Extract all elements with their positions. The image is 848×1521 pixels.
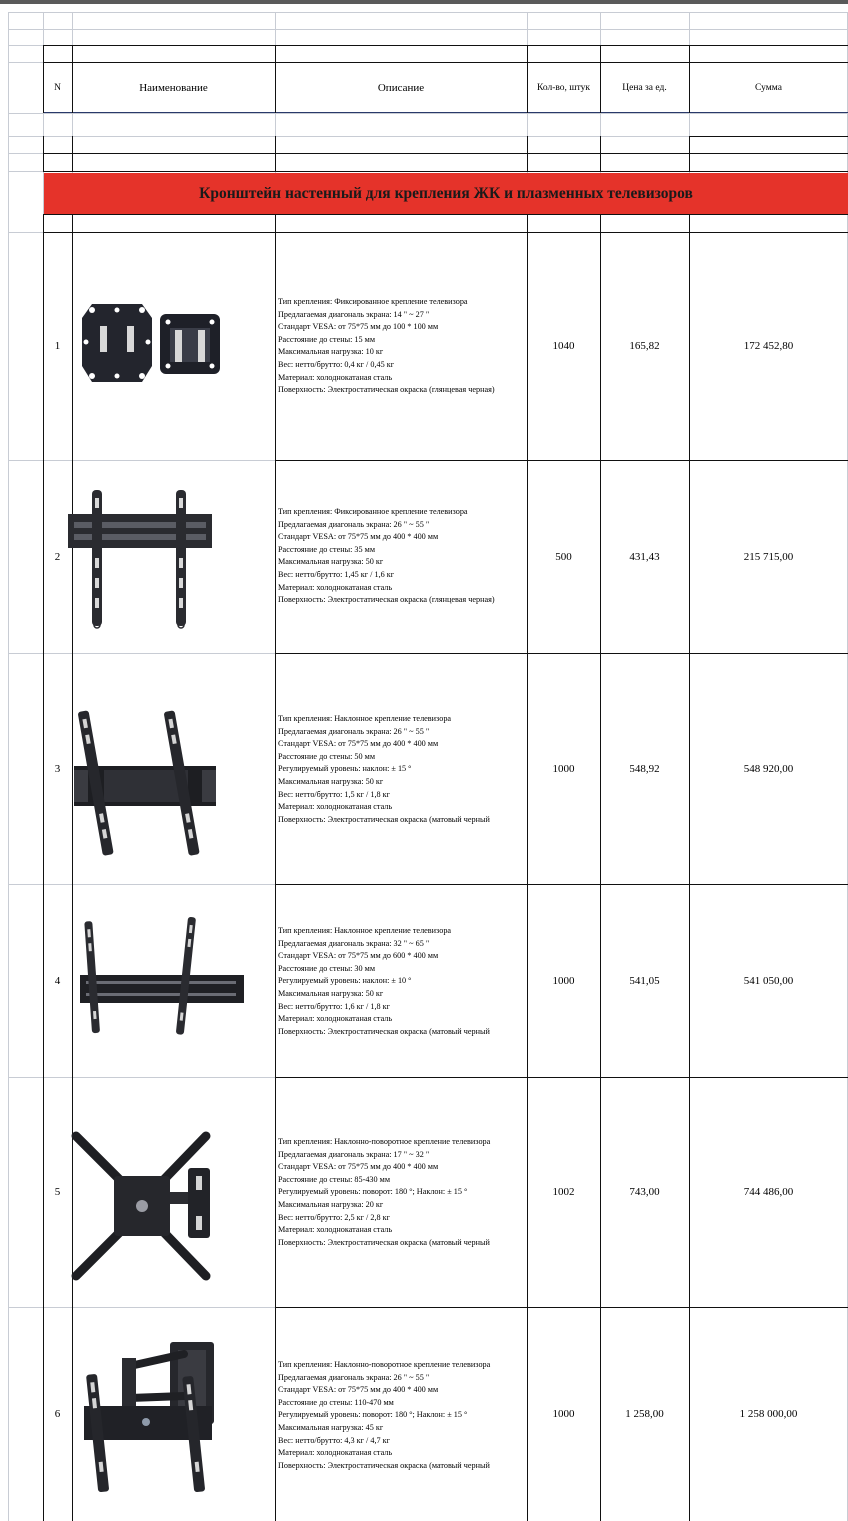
header-name: Наименование <box>139 81 208 94</box>
row-number: 6 <box>54 1408 61 1420</box>
grid-line <box>8 29 848 30</box>
table-border <box>527 214 528 233</box>
row-price: 548,92 <box>629 762 660 775</box>
row-sum: 548 920,00 <box>743 762 794 775</box>
table-border <box>43 214 44 233</box>
row-sum: 215 715,00 <box>743 550 794 563</box>
row-number: 3 <box>54 762 61 775</box>
table-border <box>43 171 848 172</box>
table-border <box>43 45 848 46</box>
swivel-arm-bracket-icon <box>74 1336 222 1496</box>
row-price: 743,00 <box>629 1186 660 1198</box>
row-price: 541,05 <box>629 974 660 987</box>
section-banner-title: Кронштейн настенный для крепления ЖК и плазменных телевизоров <box>199 184 693 202</box>
header-unit-price: Цена за ед. <box>622 82 667 93</box>
section-banner <box>44 173 848 214</box>
table-border <box>689 136 848 137</box>
tilt-bracket-wide-icon <box>78 915 248 1037</box>
table-border <box>72 214 73 233</box>
fixed-bracket-large-icon <box>66 488 214 630</box>
header-n: N <box>54 82 61 93</box>
grid-line <box>8 12 848 13</box>
row-qty: 1000 <box>552 762 575 775</box>
header-qty: Кол-во, штук <box>536 82 591 93</box>
grid-line <box>8 12 9 1521</box>
row-description: Тип крепления: Фиксированное крепление телевизора Предлагаемая диагональ экрана: 26 " ~ 55 " Стандарт VESA: от 75*75 мм до 400 * 400 мм Расстояние до стены: 35 мм Максимальная нагрузка: 50 кг Вес: нетто/брутто: 1,45 кг / 1,6 кг Материал: холоднокатаная сталь Поверхность: Электростатическая окраска (глянцевая черная) <box>278 507 495 605</box>
swivel-bracket-icon <box>70 1130 218 1282</box>
table-border <box>689 136 690 172</box>
table-border <box>275 232 276 1521</box>
row-description: Тип крепления: Наклонно-поворотное крепление телевизора Предлагаемая диагональ экрана: 26 " ~ 55 " Стандарт VESA: от 75*75 мм до 400 * 400 мм Расстояние до стены: 110-470 мм Регулируемый уровень: поворот: 180 °; Наклон: ± 15 ° Максимальная нагрузка: 45 кг Вес: нетто/брутто: 4,3 кг / 4,7 кг Материал: холоднокатаная сталь Поверхность: Электростатическая окраска (матовый черный <box>278 1360 491 1470</box>
header-sum: Сумма <box>755 82 782 93</box>
tilt-bracket-icon <box>70 706 220 858</box>
header-description: Описание <box>377 81 425 94</box>
table-border <box>72 232 73 1521</box>
table-border <box>275 136 276 172</box>
row-number: 4 <box>54 974 61 987</box>
row-number: 5 <box>54 1186 61 1198</box>
table-border <box>689 214 690 233</box>
row-qty: 1002 <box>552 1186 575 1198</box>
row-sum: 1 258 000,00 <box>739 1408 798 1420</box>
table-border <box>43 136 44 172</box>
table-border <box>43 214 848 215</box>
row-price: 1 258,00 <box>625 1408 664 1420</box>
row-sum: 744 486,00 <box>743 1186 794 1198</box>
table-border <box>600 214 601 233</box>
row-number: 2 <box>54 550 61 563</box>
table-border <box>600 136 601 172</box>
table-border <box>43 153 848 154</box>
row-qty: 1000 <box>552 1408 575 1420</box>
row-sum: 541 050,00 <box>743 974 794 987</box>
row-description: Тип крепления: Наклонно-поворотное крепление телевизора Предлагаемая диагональ экрана: 17 " ~ 32 " Стандарт VESA: от 75*75 мм до 400 * 400 мм Расстояние до стены: 85-430 мм Регулируемый уровень: поворот: 180 °; Наклон: ± 15 ° Максимальная нагрузка: 20 кг Вес: нетто/брутто: 2,5 кг / 2,8 кг Материал: холоднокатаная сталь Поверхность: Электростатическая окраска (матовый черный <box>278 1137 491 1247</box>
row-price: 165,82 <box>629 340 660 352</box>
top-toolbar-strip <box>0 0 848 4</box>
row-sum: 172 452,80 <box>743 340 794 352</box>
row-description: Тип крепления: Наклонное крепление телевизора Предлагаемая диагональ экрана: 32 " ~ 65 " Стандарт VESA: от 75*75 мм до 600 * 400 мм Расстояние до стены: 30 мм Регулируемый уровень: наклон: ± 10 ° Максимальная нагрузка: 50 кг Вес: нетто/брутто: 1,6 кг / 1,8 кг Материал: холоднокатаная сталь Поверхность: Электростатическая окраска (матовый черный <box>278 926 490 1036</box>
row-price: 431,43 <box>629 550 660 563</box>
row-qty: 500 <box>555 550 572 563</box>
table-border <box>527 136 528 172</box>
fixed-bracket-small-icon <box>78 296 223 391</box>
table-border <box>72 136 73 172</box>
row-description: Тип крепления: Наклонное крепление телевизора Предлагаемая диагональ экрана: 26 " ~ 55 " Стандарт VESA: от 75*75 мм до 400 * 400 мм Расстояние до стены: 50 мм Регулируемый уровень: наклон: ± 15 ° Максимальная нагрузка: 50 кг Вес: нетто/брутто: 1,5 кг / 1,8 кг Материал: холоднокатаная сталь Поверхность: Электростатическая окраска (матовый черный <box>278 714 490 824</box>
table-border <box>275 214 276 233</box>
row-qty: 1040 <box>552 340 575 352</box>
row-qty: 1000 <box>552 974 575 987</box>
row-description: Тип крепления: Фиксированное крепление телевизора Предлагаемая диагональ экрана: 14 " ~ 27 " Стандарт VESA: от 75*75 мм до 100 * 100 мм Расстояние до стены: 15 мм Максимальная нагрузка: 10 кг Вес: нетто/брутто: 0,4 кг / 0,45 кг Материал: холоднокатаная сталь Поверхность: Электростатическая окраска (глянцевая черная) <box>278 297 495 395</box>
row-number: 1 <box>54 340 61 352</box>
grid-line <box>8 113 848 114</box>
